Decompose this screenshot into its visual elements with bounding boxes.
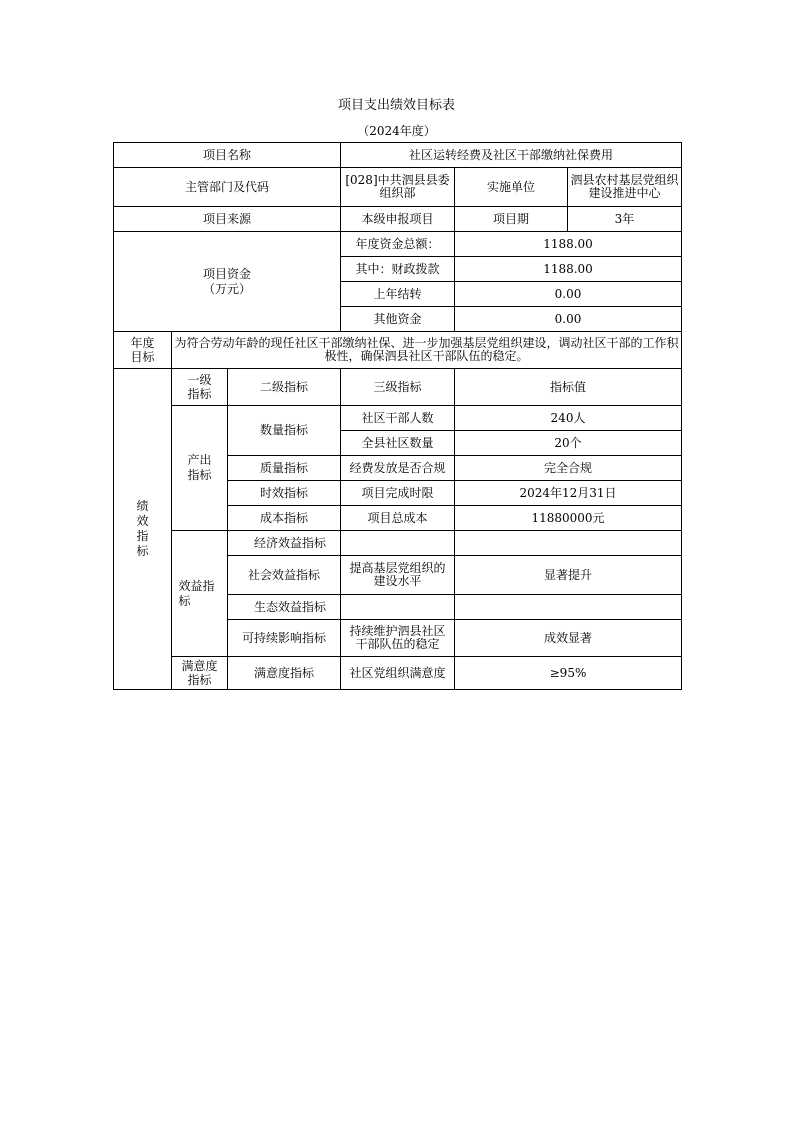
funds-label-text: 项目资金 bbox=[202, 266, 251, 281]
funds-other-value: 0.00 bbox=[455, 307, 682, 332]
level3-cell bbox=[341, 595, 455, 620]
level2-cell: 质量指标 bbox=[228, 456, 341, 481]
funds-carryover-value: 0.00 bbox=[455, 282, 682, 307]
header-value: 指标值 bbox=[455, 369, 682, 406]
value-cell: 2024年12月31日 bbox=[455, 481, 682, 506]
satisfaction-indicators-text: 满意度指标 bbox=[181, 659, 218, 687]
row-annual-goal bbox=[114, 332, 682, 369]
row-project-name bbox=[114, 143, 682, 168]
source-label: 项目来源 bbox=[114, 207, 341, 232]
funds-label bbox=[114, 232, 341, 332]
performance-indicators-label bbox=[114, 369, 172, 690]
benefit-indicators-label bbox=[172, 531, 228, 657]
value-cell: ≥95% bbox=[455, 657, 682, 690]
table-row bbox=[114, 406, 682, 431]
level3-cell: 项目完成时限 bbox=[341, 481, 455, 506]
period-value: 3年 bbox=[568, 207, 682, 232]
fiscal-year: （2024年度） bbox=[357, 124, 436, 138]
value-cell: 成效显著 bbox=[455, 620, 682, 657]
project-name-label: 项目名称 bbox=[114, 143, 341, 168]
level2-cell: 时效指标 bbox=[228, 481, 341, 506]
period-label: 项目期 bbox=[455, 207, 568, 232]
implementer-value: 泗县农村基层党组织建设推进中心 bbox=[568, 168, 682, 207]
value-cell: 完全合规 bbox=[455, 456, 682, 481]
level2-cell: 经济效益指标 bbox=[228, 531, 341, 556]
level3-text: 持续维护泗县社区干部队伍的稳定 bbox=[349, 624, 446, 651]
performance-indicators-text: 绩效指标 bbox=[136, 499, 149, 558]
row-funds-total bbox=[114, 232, 682, 257]
source-value: 本级申报项目 bbox=[341, 207, 455, 232]
value-cell: 显著提升 bbox=[455, 556, 682, 595]
page-title: 项目支出绩效目标表 bbox=[337, 98, 455, 113]
level3-cell: 项目总成本 bbox=[341, 506, 455, 531]
level3-cell: 社区党组织满意度 bbox=[341, 657, 455, 690]
level2-cell: 数量指标 bbox=[228, 406, 341, 456]
level3-cell bbox=[341, 620, 455, 657]
annual-goal-text: 为符合劳动年龄的现任社区干部缴纳社保、进一步加强基层党组织建设，调动社区干部的工作积极性，确保泗县社区干部队伍的稳定。 bbox=[172, 332, 682, 369]
header-level1 bbox=[172, 369, 228, 406]
funds-unit-text: （万元） bbox=[202, 281, 251, 296]
row-source bbox=[114, 207, 682, 232]
value-cell bbox=[455, 595, 682, 620]
level2-cell: 社会效益指标 bbox=[228, 556, 341, 595]
header-level1-text: 一级指标 bbox=[187, 373, 212, 401]
funds-fiscal-value: 1188.00 bbox=[455, 257, 682, 282]
funds-total-value: 1188.00 bbox=[455, 232, 682, 257]
level3-cell: 社区干部人数 bbox=[341, 406, 455, 431]
level2-cell: 生态效益指标 bbox=[228, 595, 341, 620]
level3-cell bbox=[341, 531, 455, 556]
department-value: [028]中共泗县县委组织部 bbox=[341, 168, 455, 207]
funds-fiscal-label: 其中：财政拨款 bbox=[341, 257, 455, 282]
level3-cell: 全县社区数量 bbox=[341, 431, 455, 456]
level3-cell: 经费发放是否合规 bbox=[341, 456, 455, 481]
level2-cell: 成本指标 bbox=[228, 506, 341, 531]
satisfaction-indicators-label bbox=[172, 657, 228, 690]
output-indicators-text: 产出指标 bbox=[187, 453, 212, 482]
annual-goal-label-text: 年度目标 bbox=[130, 336, 155, 364]
value-cell: 240人 bbox=[455, 406, 682, 431]
value-cell bbox=[455, 531, 682, 556]
row-indicator-header bbox=[114, 369, 682, 406]
level2-cell: 满意度指标 bbox=[228, 657, 341, 690]
value-cell: 20个 bbox=[455, 431, 682, 456]
level3-text: 提高基层党组织的建设水平 bbox=[349, 561, 446, 588]
implementer-label: 实施单位 bbox=[455, 168, 568, 207]
value-cell: 11880000元 bbox=[455, 506, 682, 531]
level2-cell: 可持续影响指标 bbox=[228, 620, 341, 657]
funds-other-label: 其他资金 bbox=[341, 307, 455, 332]
project-name-value: 社区运转经费及社区干部缴纳社保费用 bbox=[341, 143, 682, 168]
header-level2: 二级指标 bbox=[228, 369, 341, 406]
department-label: 主管部门及代码 bbox=[114, 168, 341, 207]
performance-goal-table bbox=[113, 142, 682, 690]
header-level3: 三级指标 bbox=[341, 369, 455, 406]
level3-cell bbox=[341, 556, 455, 595]
benefit-indicators-text: 效益指标 bbox=[178, 578, 215, 608]
output-indicators-label bbox=[172, 406, 228, 531]
table-row bbox=[114, 531, 682, 556]
table-row bbox=[114, 657, 682, 690]
funds-carryover-label: 上年结转 bbox=[341, 282, 455, 307]
row-department bbox=[114, 168, 682, 207]
funds-total-label: 年度资金总额： bbox=[341, 232, 455, 257]
annual-goal-label bbox=[114, 332, 172, 369]
